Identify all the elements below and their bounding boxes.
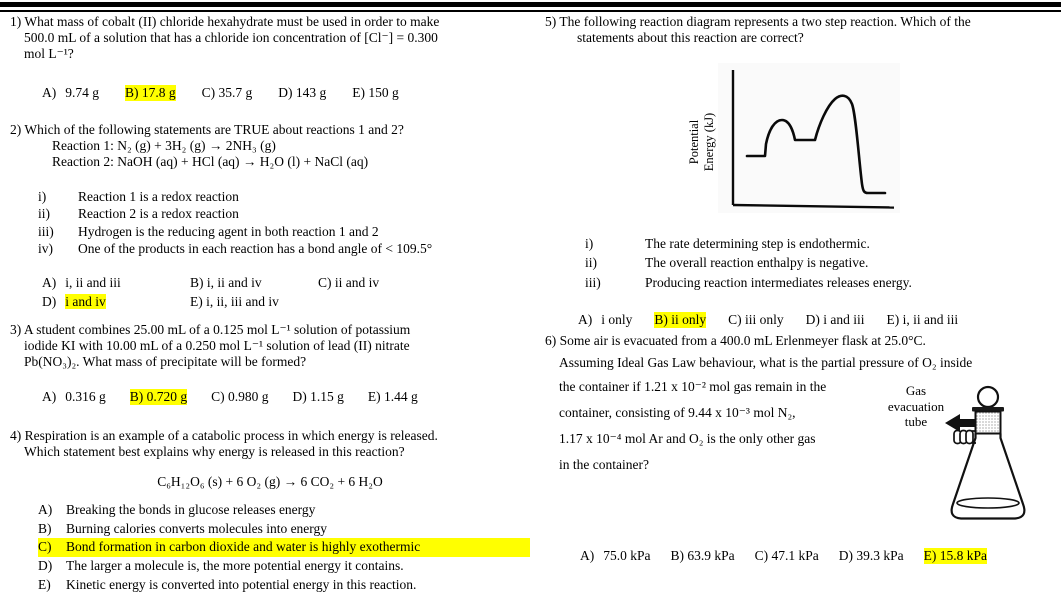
question-text-line: Assuming Ideal Gas Law behaviour, what is the partial pressure of O₂ inside [559,355,973,370]
question-5-statements [545,234,1061,292]
reaction-energy-diagram [545,63,1061,213]
option-text: Burning calories converts molecules into energy [66,520,328,536]
option-text: ii only [671,311,707,327]
side-arm-ridge [966,431,973,444]
option-label: D) [292,389,307,404]
diagram-background [718,63,900,213]
option-label: D) [38,558,53,574]
question-2-statements [10,188,530,257]
statement-text: Hydrogen is the reducing agent in both reaction 1 and 2 [78,223,379,239]
statement [38,205,530,222]
option [671,548,735,564]
option [293,389,344,405]
option-label: C) [754,548,769,563]
erlenmeyer-flask-icon [940,367,1055,559]
statement [38,223,530,240]
question-number: 1) [10,14,22,29]
statement [38,240,530,257]
question-text-line: The following reaction diagram represents a two step reaction. Which of the [559,14,971,29]
question-2-options [42,274,530,311]
option-label: D) [838,548,853,563]
chemical-equation: C₆H₁₂O₆ (s) + 6 O₂ (g) → 6 CO₂ + 6 H₂O [157,474,383,489]
option-text: i and iv [65,293,106,309]
option-label: E) [352,85,365,100]
option-text: 143 g [295,85,327,100]
option [202,85,253,101]
option [38,557,530,576]
statement-text: The overall reaction enthalpy is negative. [645,255,869,271]
question-5 [545,14,1061,328]
question-1-options [42,85,530,101]
option-label: A) [580,548,595,563]
diagram-y-axis-label: Potential Energy (kJ) [687,112,716,172]
right-column [545,0,1061,563]
option [352,85,399,101]
option-text: i only [601,311,633,327]
reaction-equation: Reaction 1: N₂ (g) + 3H₂ (g) → 2NH₃ (g) [52,138,276,153]
statement-text: Reaction 1 is a redox reaction [78,189,239,204]
option-label: C) [201,85,216,100]
stopper-ball [978,387,998,407]
option [580,548,651,564]
option [211,389,268,405]
option-label: E) [190,293,203,309]
question-3-options [42,389,530,405]
question-number: 6) [545,333,557,348]
statement-label: ii) [585,255,597,271]
option [368,389,418,405]
option-label: E) [923,548,937,563]
question-text-line: Which of the following statements are TRUE about reactions 1 and 2? [24,122,404,137]
option-text: 150 g [368,85,399,100]
question-text-line: Which statement best explains why energy is released in this reaction? [24,444,405,459]
option [654,312,706,328]
option [728,312,784,328]
option [130,389,187,405]
statement [585,253,1061,272]
question-5-options [578,312,1061,328]
option [755,548,819,564]
question-text-line: Respiration is an example of a catabolic process in which energy is released. [24,428,438,443]
option [38,501,530,520]
question-number: 4) [10,428,22,443]
option [42,389,106,405]
statement [585,273,1061,292]
option-text: 0.980 g [228,389,269,404]
option-label: B) [38,520,52,536]
option-label: D) [278,85,293,100]
option [38,576,530,595]
option [190,274,318,293]
question-1 [10,14,530,101]
statement-label: i) [585,236,594,251]
question-text-line: Some air is evacuated from a 400.0 mL Erlenmeyer flask at 25.0°C. [559,333,926,348]
energy-curve-plot [718,63,900,213]
option-label: A) [42,275,57,291]
option-label: A) [42,85,57,100]
option [190,293,318,312]
evacuation-arrow-icon [945,414,976,432]
option-text: 15.8 kPa [939,548,987,563]
option-text: 63.9 kPa [687,548,735,563]
option-label: E) [367,389,381,404]
option-label: A) [38,502,53,517]
option-label: A) [42,389,57,404]
question-text-line: iodide KI with 10.00 mL of a 0.250 mol L⁻¹ solution of lead (II) nitrate [24,338,410,353]
option-label: C) [211,389,225,404]
flask-base-ellipse [957,498,1019,508]
question-text-line: 1.17 x 10⁻⁴ mol Ar and O₂ is the only other gas [559,431,816,446]
option-text: 9.74 g [65,85,99,100]
question-text-line: What mass of cobalt (II) chloride hexahydrate must be used in order to make [24,14,440,29]
option-text: Breaking the bonds in glucose releases energy [66,502,316,517]
option-text: 1.15 g [310,389,344,404]
option [38,538,530,557]
statement-text: Reaction 2 is a redox reaction [78,206,239,222]
erlenmeyer-flask-figure [883,367,1055,559]
question-text-line: statements about this reaction are correct? [577,30,804,45]
question-4-options [38,501,530,595]
option-text: i, ii and iii [65,275,121,291]
question-number: 5) [545,14,557,29]
option [887,312,959,328]
question-3 [10,322,530,405]
statement-text: One of the products in each reaction has a bond angle of < 109.5° [78,240,433,256]
option-text: i, ii and iv [206,275,262,291]
option [42,85,99,101]
question-4-stem [10,428,530,460]
option-text: i, ii and iii [902,311,959,327]
option-text: 1.44 g [384,389,418,404]
question-1-stem [10,14,530,62]
option-text: The larger a molecule is, the more potential energy it contains. [66,558,404,574]
option-label: E) [886,311,900,327]
statement [585,234,1061,253]
question-text-line: Pb(NO₃)₂. What mass of precipitate will be formed? [24,354,307,369]
question-4 [10,428,530,595]
statement-label: ii) [38,206,50,222]
option-label: B) [129,389,144,404]
statement [38,188,530,205]
option [38,520,530,539]
option-text: 17.8 g [141,85,176,100]
statement-text: The rate determining step is endothermic. [645,236,870,251]
option-text: 39.3 kPa [856,548,904,563]
question-text-line: the container if 1.21 x 10⁻² mol gas remain in the [559,379,827,394]
question-text-line: A student combines 25.00 mL of a 0.125 mol L⁻¹ solution of potassium [23,322,411,337]
option-text: i and iii [823,311,865,327]
statement-label: i) [38,189,47,204]
option [806,312,865,328]
question-6-stem-wrapped [545,374,904,478]
option-text: 0.316 g [65,389,106,404]
option-text: 0.720 g [146,389,188,404]
option [125,85,176,101]
option-label: C) [728,311,742,327]
option-label: B) [125,85,139,100]
statement-label: iii) [585,274,601,290]
question-number: 3) [10,322,22,337]
statement-label: iv) [38,240,53,256]
option-label: A) [578,311,593,327]
option [578,312,632,328]
question-text-line: 500.0 mL of a solution that has a chloride ion concentration of [Cl⁻] = 0.300 [24,30,438,45]
question-number: 2) [10,122,22,137]
option-label: B) [190,275,204,291]
question-5-stem [545,14,1061,46]
reaction-equation: Reaction 2: NaOH (aq) + HCl (aq) → H₂O (l) + NaCl (aq) [52,154,369,169]
option-text: 35.7 g [218,85,253,100]
question-text-line: container, consisting of 9.44 x 10⁻³ mol N₂, [559,405,796,420]
option-text: Bond formation in carbon dioxide and water is highly exothermic [66,539,421,555]
option [318,274,530,293]
question-2 [10,122,530,311]
option-text: ii and iv [334,275,380,291]
option-label: E) [38,576,51,592]
option-text: Kinetic energy is converted into potential energy in this reaction. [66,576,417,592]
option-text: i, ii, iii and iv [206,293,279,309]
option-text: 47.1 kPa [771,548,819,563]
option-text: 75.0 kPa [603,548,651,563]
option-label: D) [42,293,57,309]
question-text-line: mol L⁻¹? [24,46,74,61]
flask-figure-label: Gas evacuation tube [887,383,945,429]
option-label: B) [654,311,668,327]
option [42,293,190,312]
question-6 [545,330,1061,564]
option-label: B) [670,548,684,563]
option-text: iii only [745,311,784,327]
question-2-stem [10,122,530,170]
option-label: C) [318,275,332,291]
option [278,85,326,101]
option-label: C) [38,539,52,555]
question-text-line: in the container? [559,457,649,472]
option-label: D) [805,311,820,327]
statement-text: Producing reaction intermediates releases energy. [645,274,912,290]
stopper-body [976,412,1001,434]
question-3-stem [10,322,530,370]
statement-label: iii) [38,223,54,239]
option [42,274,190,293]
